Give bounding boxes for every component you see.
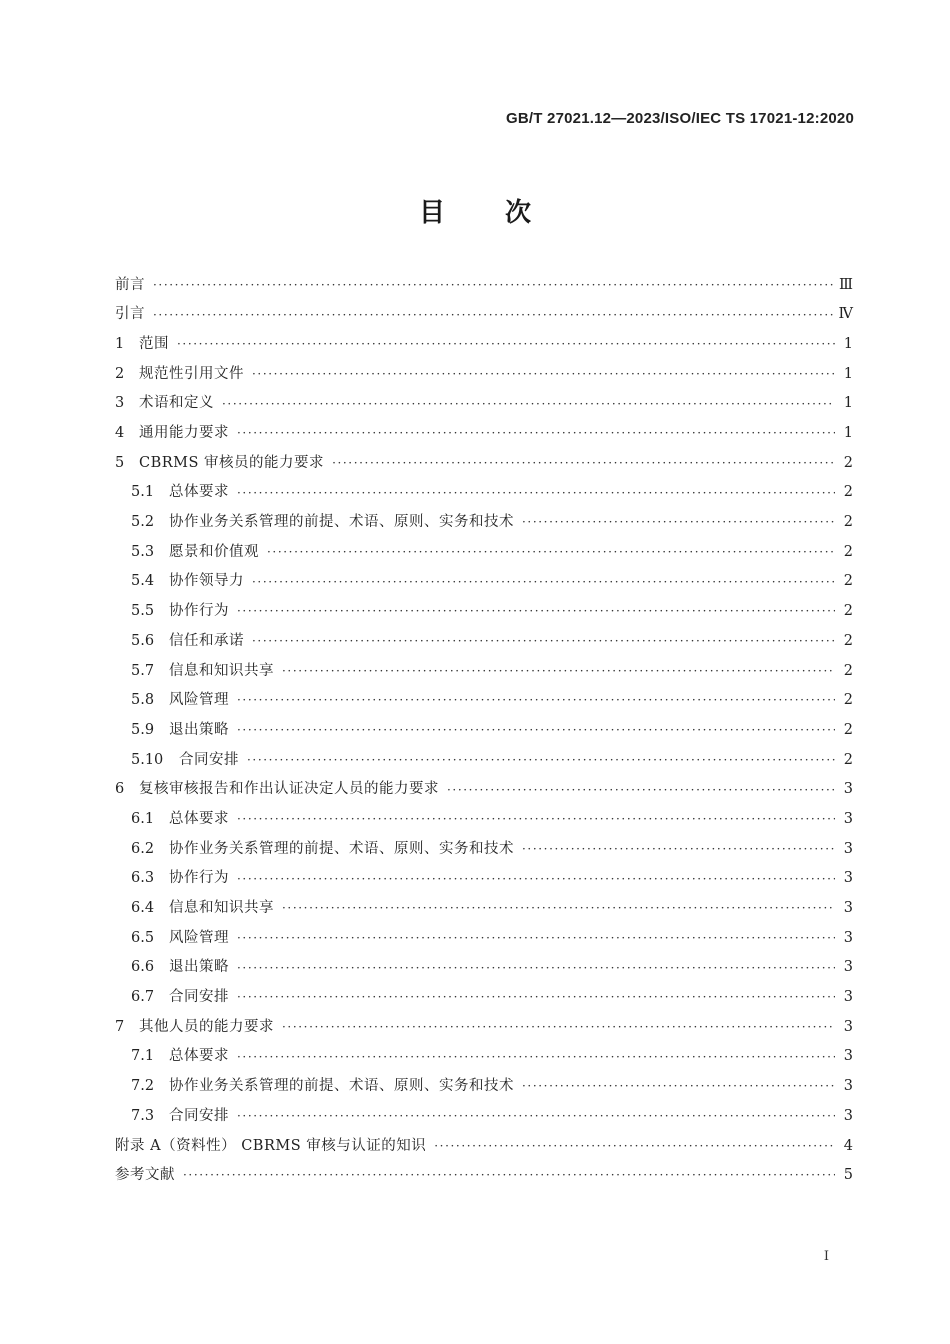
- toc-entry-label: 其他人员的能力要求: [139, 1018, 274, 1035]
- toc-entry-number: 3: [115, 395, 125, 412]
- toc-entry-number: 6.7: [131, 989, 155, 1006]
- dot-leader: [237, 932, 835, 944]
- toc-entry-number: 7.3: [131, 1107, 155, 1124]
- dot-leader: [282, 902, 835, 914]
- toc-entry[interactable]: [115, 656, 853, 686]
- toc-entry-page: 1: [843, 365, 853, 382]
- toc-entry-label: 总体要求: [169, 810, 229, 827]
- toc-entry-number: 6.3: [131, 870, 155, 887]
- toc-entry[interactable]: [115, 329, 853, 359]
- toc-entry-page: 3: [843, 870, 853, 887]
- toc-entry[interactable]: [115, 893, 853, 923]
- toc-entry-number: 7.2: [131, 1078, 155, 1095]
- toc-entry[interactable]: [115, 448, 853, 478]
- dot-leader: [153, 279, 835, 291]
- toc-entry-page: 3: [843, 1078, 853, 1095]
- toc-entry-page: 2: [843, 573, 853, 590]
- dot-leader: [252, 576, 835, 588]
- dot-leader: [237, 1051, 835, 1063]
- toc-entry[interactable]: [115, 864, 853, 894]
- toc-entry-label: CBRMS 审核员的能力要求: [139, 454, 325, 471]
- toc-entry-label: 协作业务关系管理的前提、术语、原则、实务和技术: [169, 1078, 514, 1095]
- toc-entry-number: 5.9: [131, 721, 155, 738]
- toc-entry-number: 6.4: [131, 900, 155, 917]
- toc-entry[interactable]: [115, 1012, 853, 1042]
- toc-entry-page: 2: [843, 751, 853, 768]
- toc-entry-number: 5.6: [131, 632, 155, 649]
- toc-entry[interactable]: [115, 359, 853, 389]
- toc-entry-label: 协作行为: [169, 603, 229, 620]
- toc-entry-label: 合同安排: [169, 1107, 229, 1124]
- toc-entry-number: 6.2: [131, 840, 155, 857]
- toc-entry-label: 前言: [115, 276, 145, 293]
- table-of-contents: [115, 270, 853, 1190]
- toc-entry-page: 3: [843, 840, 853, 857]
- toc-entry-page: 2: [843, 721, 853, 738]
- toc-entry-page: 1: [843, 335, 853, 352]
- dot-leader: [247, 754, 835, 766]
- dot-leader: [237, 427, 835, 439]
- toc-entry-label: 通用能力要求: [139, 425, 229, 442]
- toc-entry-number: 5.4: [131, 573, 155, 590]
- toc-entry[interactable]: [115, 597, 853, 627]
- dot-leader: [447, 784, 835, 796]
- dot-leader: [332, 457, 835, 469]
- toc-entry-label: 风险管理: [169, 929, 229, 946]
- toc-entry[interactable]: [115, 1161, 853, 1191]
- toc-entry-number: 4: [115, 425, 125, 442]
- toc-entry-label: 附录 A（资料性） CBRMS 审核与认证的知识: [115, 1137, 427, 1154]
- dot-leader: [237, 1110, 835, 1122]
- toc-entry-label: 合同安排: [169, 989, 229, 1006]
- dot-leader: [522, 843, 835, 855]
- toc-entry-number: 5.7: [131, 662, 155, 679]
- standard-code-header: GB/T 27021.12—2023/ISO/IEC TS 17021-12:2020: [506, 110, 854, 127]
- dot-leader: [237, 487, 835, 499]
- toc-entry-number: 5.5: [131, 603, 155, 620]
- toc-entry-page: 3: [843, 1048, 853, 1065]
- toc-entry-number: 5.1: [131, 484, 155, 501]
- toc-entry-number: 6.6: [131, 959, 155, 976]
- dot-leader: [237, 605, 835, 617]
- toc-entry-label: 协作行为: [169, 870, 229, 887]
- toc-entry[interactable]: [115, 715, 853, 745]
- toc-entry-label: 愿景和价值观: [169, 543, 259, 560]
- toc-entry-page: 3: [843, 781, 853, 798]
- toc-entry[interactable]: [115, 686, 853, 716]
- toc-entry-page: 2: [843, 454, 853, 471]
- dot-leader: [252, 635, 835, 647]
- dot-leader: [434, 1140, 835, 1152]
- toc-entry-label: 参考文献: [115, 1167, 175, 1184]
- toc-entry[interactable]: [115, 270, 853, 300]
- toc-entry-page: Ⅲ: [839, 276, 853, 293]
- toc-entry-label: 总体要求: [169, 1048, 229, 1065]
- toc-entry-page: 4: [843, 1137, 853, 1154]
- toc-entry[interactable]: [115, 983, 853, 1013]
- toc-entry[interactable]: [115, 923, 853, 953]
- toc-entry-label: 规范性引用文件: [139, 365, 244, 382]
- toc-entry-number: 6.1: [131, 810, 155, 827]
- toc-entry-number: 7.1: [131, 1048, 155, 1065]
- toc-entry-number: 5.10: [131, 751, 164, 768]
- dot-leader: [237, 694, 835, 706]
- dot-leader: [522, 1080, 835, 1092]
- toc-entry-label: 合同安排: [179, 751, 239, 768]
- toc-entry-page: 2: [843, 692, 853, 709]
- toc-entry[interactable]: [115, 775, 853, 805]
- toc-entry[interactable]: [115, 804, 853, 834]
- toc-entry-label: 退出策略: [169, 721, 229, 738]
- toc-entry[interactable]: [115, 745, 853, 775]
- toc-entry[interactable]: [115, 1101, 853, 1131]
- toc-entry-label: 信任和承诺: [169, 632, 244, 649]
- dot-leader: [153, 309, 835, 321]
- toc-entry-page: 2: [843, 603, 853, 620]
- title-char-1: 目: [418, 198, 445, 228]
- toc-entry-label: 引言: [115, 306, 145, 323]
- toc-entry-page: Ⅳ: [838, 306, 853, 323]
- dot-leader: [177, 338, 835, 350]
- toc-entry-page: 3: [843, 989, 853, 1006]
- dot-leader: [282, 1021, 835, 1033]
- toc-entry[interactable]: [115, 1131, 853, 1161]
- toc-entry[interactable]: [115, 508, 853, 538]
- toc-entry-number: 1: [115, 335, 125, 352]
- toc-entry-page: 2: [843, 484, 853, 501]
- toc-entry-label: 协作业务关系管理的前提、术语、原则、实务和技术: [169, 514, 514, 531]
- toc-entry[interactable]: [115, 389, 853, 419]
- toc-entry-number: 5.2: [131, 514, 155, 531]
- page-title: [0, 192, 950, 229]
- toc-entry-label: 范围: [139, 335, 169, 352]
- toc-entry-page: 3: [843, 959, 853, 976]
- toc-entry-page: 2: [843, 632, 853, 649]
- toc-entry-number: 5: [115, 454, 125, 471]
- toc-entry[interactable]: [115, 834, 853, 864]
- dot-leader: [222, 398, 835, 410]
- dot-leader: [237, 991, 835, 1003]
- toc-entry-number: 5.3: [131, 543, 155, 560]
- toc-entry-label: 信息和知识共享: [169, 900, 274, 917]
- toc-entry-page: 3: [843, 900, 853, 917]
- toc-entry-number: 2: [115, 365, 125, 382]
- toc-entry-label: 风险管理: [169, 692, 229, 709]
- toc-entry-page: 3: [843, 1018, 853, 1035]
- toc-entry-label: 复核审核报告和作出认证决定人员的能力要求: [139, 781, 439, 798]
- dot-leader: [237, 962, 835, 974]
- toc-entry-page: 2: [843, 514, 853, 531]
- toc-entry[interactable]: [115, 300, 853, 330]
- toc-entry[interactable]: [115, 478, 853, 508]
- toc-entry-page: 3: [843, 810, 853, 827]
- toc-entry-page: 2: [843, 662, 853, 679]
- toc-entry-label: 协作领导力: [169, 573, 244, 590]
- toc-entry-label: 总体要求: [169, 484, 229, 501]
- toc-entry-page: 1: [843, 425, 853, 442]
- toc-entry-page: 3: [843, 929, 853, 946]
- toc-entry-page: 2: [843, 543, 853, 560]
- dot-leader: [183, 1169, 835, 1181]
- dot-leader: [237, 873, 835, 885]
- title-char-2: 次: [505, 198, 532, 228]
- toc-entry-label: 术语和定义: [139, 395, 214, 412]
- toc-entry-page: 5: [843, 1167, 853, 1184]
- toc-entry[interactable]: [115, 1072, 853, 1102]
- toc-entry-number: 6.5: [131, 929, 155, 946]
- toc-entry[interactable]: [115, 626, 853, 656]
- dot-leader: [267, 546, 835, 558]
- dot-leader: [237, 813, 835, 825]
- toc-entry-label: 信息和知识共享: [169, 662, 274, 679]
- toc-entry-page: 1: [843, 395, 853, 412]
- toc-entry-number: 5.8: [131, 692, 155, 709]
- dot-leader: [252, 368, 835, 380]
- dot-leader: [522, 516, 835, 528]
- toc-entry[interactable]: [115, 418, 853, 448]
- toc-entry-number: 7: [115, 1018, 125, 1035]
- toc-entry[interactable]: [115, 1042, 853, 1072]
- toc-entry[interactable]: [115, 567, 853, 597]
- page-number: I: [823, 1249, 829, 1264]
- toc-entry-number: 6: [115, 781, 125, 798]
- toc-entry[interactable]: [115, 537, 853, 567]
- dot-leader: [237, 724, 835, 736]
- toc-entry-page: 3: [843, 1107, 853, 1124]
- toc-entry[interactable]: [115, 953, 853, 983]
- toc-entry-label: 协作业务关系管理的前提、术语、原则、实务和技术: [169, 840, 514, 857]
- toc-entry-label: 退出策略: [169, 959, 229, 976]
- dot-leader: [282, 665, 835, 677]
